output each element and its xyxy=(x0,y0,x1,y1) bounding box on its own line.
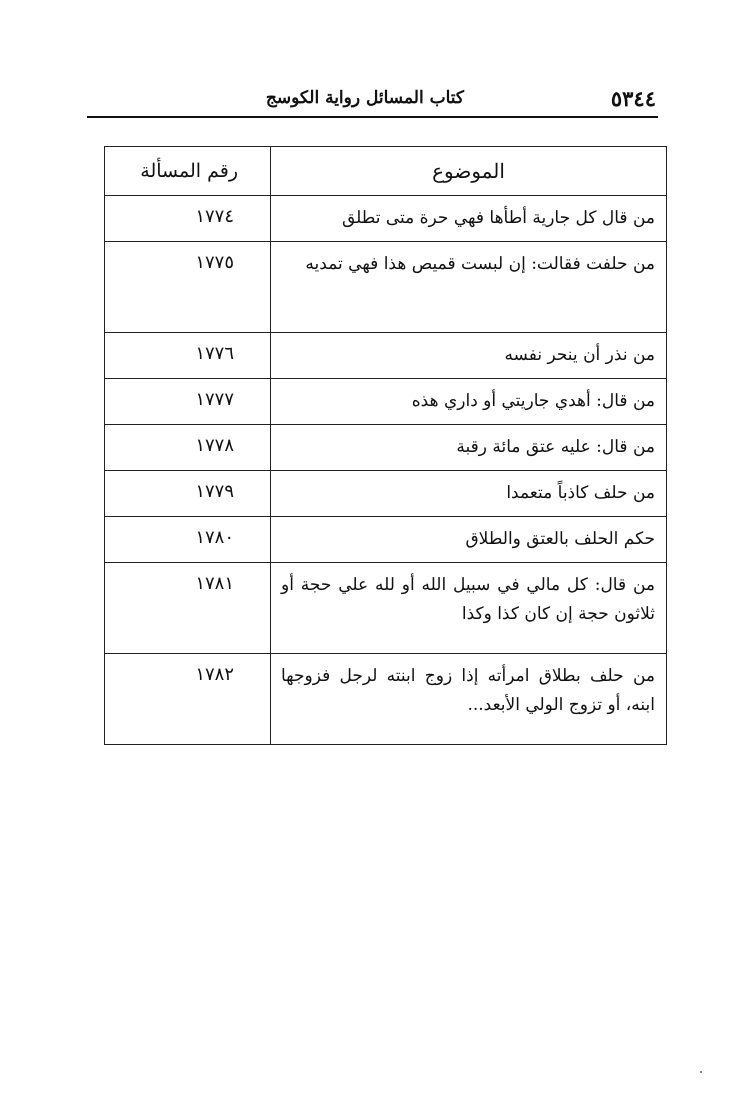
table-row xyxy=(105,333,667,379)
issue-number-cell: ١٧٧٩ xyxy=(105,471,271,517)
table-row xyxy=(105,563,667,654)
table-row xyxy=(105,425,667,471)
topic-cell: حكم الحلف بالعتق والطلاق xyxy=(271,517,667,563)
table-row xyxy=(105,654,667,745)
issue-number-cell: ١٧٨٠ xyxy=(105,517,271,563)
page-number: ٥٣٤٤ xyxy=(610,86,656,111)
topic-cell: من قال: كل مالي في سبيل الله أو لله علي حجة أو ثلاثون حجة إن كان كذا وكذا xyxy=(271,563,667,654)
issue-number-cell: ١٧٨٢ xyxy=(105,654,271,745)
issue-number-cell: ١٧٧٦ xyxy=(105,333,271,379)
book-title: كتاب المسائل رواية الكوسج xyxy=(265,88,464,108)
issue-number-cell: ١٧٧٨ xyxy=(105,425,271,471)
topic-cell: من نذر أن ينحر نفسه xyxy=(271,333,667,379)
issue-number-cell: ١٧٨١ xyxy=(105,563,271,654)
table-header-row xyxy=(105,147,667,196)
topic-cell: من قال: عليه عتق مائة رقبة xyxy=(271,425,667,471)
page-header xyxy=(87,84,658,118)
table-row xyxy=(105,471,667,517)
topic-cell: من قال كل جارية أطأها فهي حرة متى تطلق xyxy=(271,196,667,242)
issue-number-cell: ١٧٧٥ xyxy=(105,242,271,333)
table-row xyxy=(105,196,667,242)
topic-column-header: الموضوع xyxy=(271,147,667,196)
issue-number-cell: ١٧٧٧ xyxy=(105,379,271,425)
topic-cell: من حلفت فقالت: إن لبست قميص هذا فهي تمديه xyxy=(271,242,667,333)
topic-cell: من قال: أهدي جاريتي أو داري هذه xyxy=(271,379,667,425)
table-row xyxy=(105,379,667,425)
issue-number-cell: ١٧٧٤ xyxy=(105,196,271,242)
index-table xyxy=(104,146,667,745)
number-column-header: رقم المسألة xyxy=(105,147,271,196)
table-row xyxy=(105,242,667,333)
topic-cell: من حلف كاذباً متعمدا xyxy=(271,471,667,517)
table-row xyxy=(105,517,667,563)
topic-cell: من حلف بطلاق امرأته إذا زوج ابنته لرجل فزوجها ابنه، أو تزوج الولي الأبعد... xyxy=(271,654,667,745)
scan-speck xyxy=(700,1071,702,1073)
